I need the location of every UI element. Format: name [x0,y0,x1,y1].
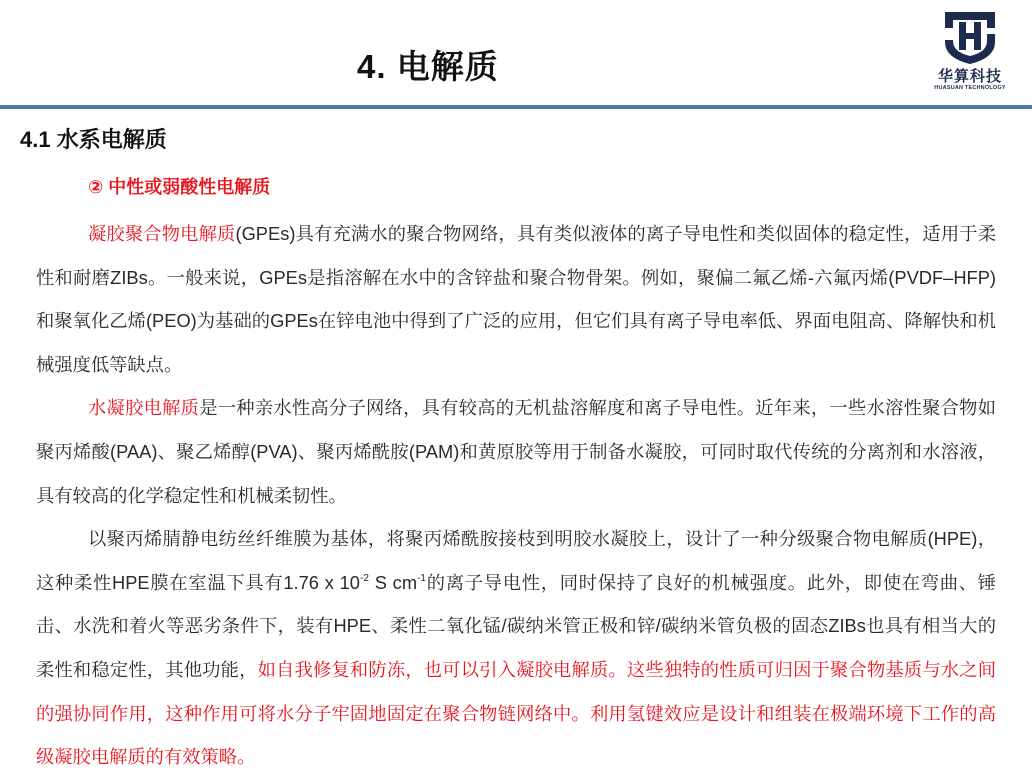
paragraph-gpe [36,212,996,386]
company-logo [920,8,1020,100]
paragraph-text: S cm [368,571,418,593]
superscript: -1 [417,572,426,584]
section-title: 4.1 水系电解质 [20,127,167,152]
body-text [36,212,996,779]
paragraph-text: 的离子导电性，同时保持了良好的机械强度。此外，即使在弯曲、锤击、水洗和着火等恶劣条件下，装有HPE、柔性二氧化锰/碳纳米管正极和锌/碳纳米管负极的固态ZIBs也具有相当大的柔性和稳定性，其他功能， [36,571,996,680]
shield-h-logo-icon [941,8,999,66]
logo-name-en: HUASUAN TECHNOLOGY [934,85,1006,91]
slide-header [0,0,1032,106]
superscript: -2 [359,572,369,584]
subsection-title: ② 中性或弱酸性电解质 [88,177,271,197]
highlight-text: 如自我修复和防冻，也可以引入凝胶电解质。这些独特的性质可归因于聚合物基质与水之间的强协同作用，这种作用可将水分子牢固地固定在聚合物链网络中。利用氢键效应是设计和组装在极端环境下工作的高级凝胶电解质的有效策略。 [36,658,997,768]
page-title: 4. 电解质 [357,48,499,85]
paragraph-text: 以聚丙烯腈静电纺丝纤维膜为基体，将聚丙烯酰胺接枝到明胶水凝胶上，设计了一种分级聚合物电解质(HPE)，这种柔性HPE膜在室温下具有1.76 x 10 [36,528,996,593]
highlight-term: 凝胶聚合物电解质 [88,223,236,244]
paragraph-text: (GPEs)具有充满水的聚合物网络，具有类似液体的离子导电性和类似固体的稳定性，适用于柔性和耐磨ZIBs。一般来说，GPEs是指溶解在水中的含锌盐和聚合物骨架。例如，聚偏二氟乙烯-六氟丙烯(PVDF–HFP)和聚氧化乙烯(PEO)为基础的GPEs在锌电池中得到了广泛的应用，但它们具有离子导电率低、界面电阻高、降解快和机械强度低等缺点。 [36,223,997,375]
logo-name-cn: 华算科技 [937,68,1002,85]
header-divider [0,105,1032,109]
paragraph-hpe [36,517,996,779]
paragraph-text: 是一种亲水性高分子网络，具有较高的无机盐溶解度和离子导电性。近年来，一些水溶性聚合物如聚丙烯酸(PAA)、聚乙烯醇(PVA)、聚丙烯酰胺(PAM)和黄原胶等用于制备水凝胶，可同时取代传统的分离剂和水溶液，具有较高的化学稳定性和机械柔韧性。 [36,397,997,506]
paragraph-hydrogel [36,386,996,517]
highlight-term: 水凝胶电解质 [88,397,200,419]
